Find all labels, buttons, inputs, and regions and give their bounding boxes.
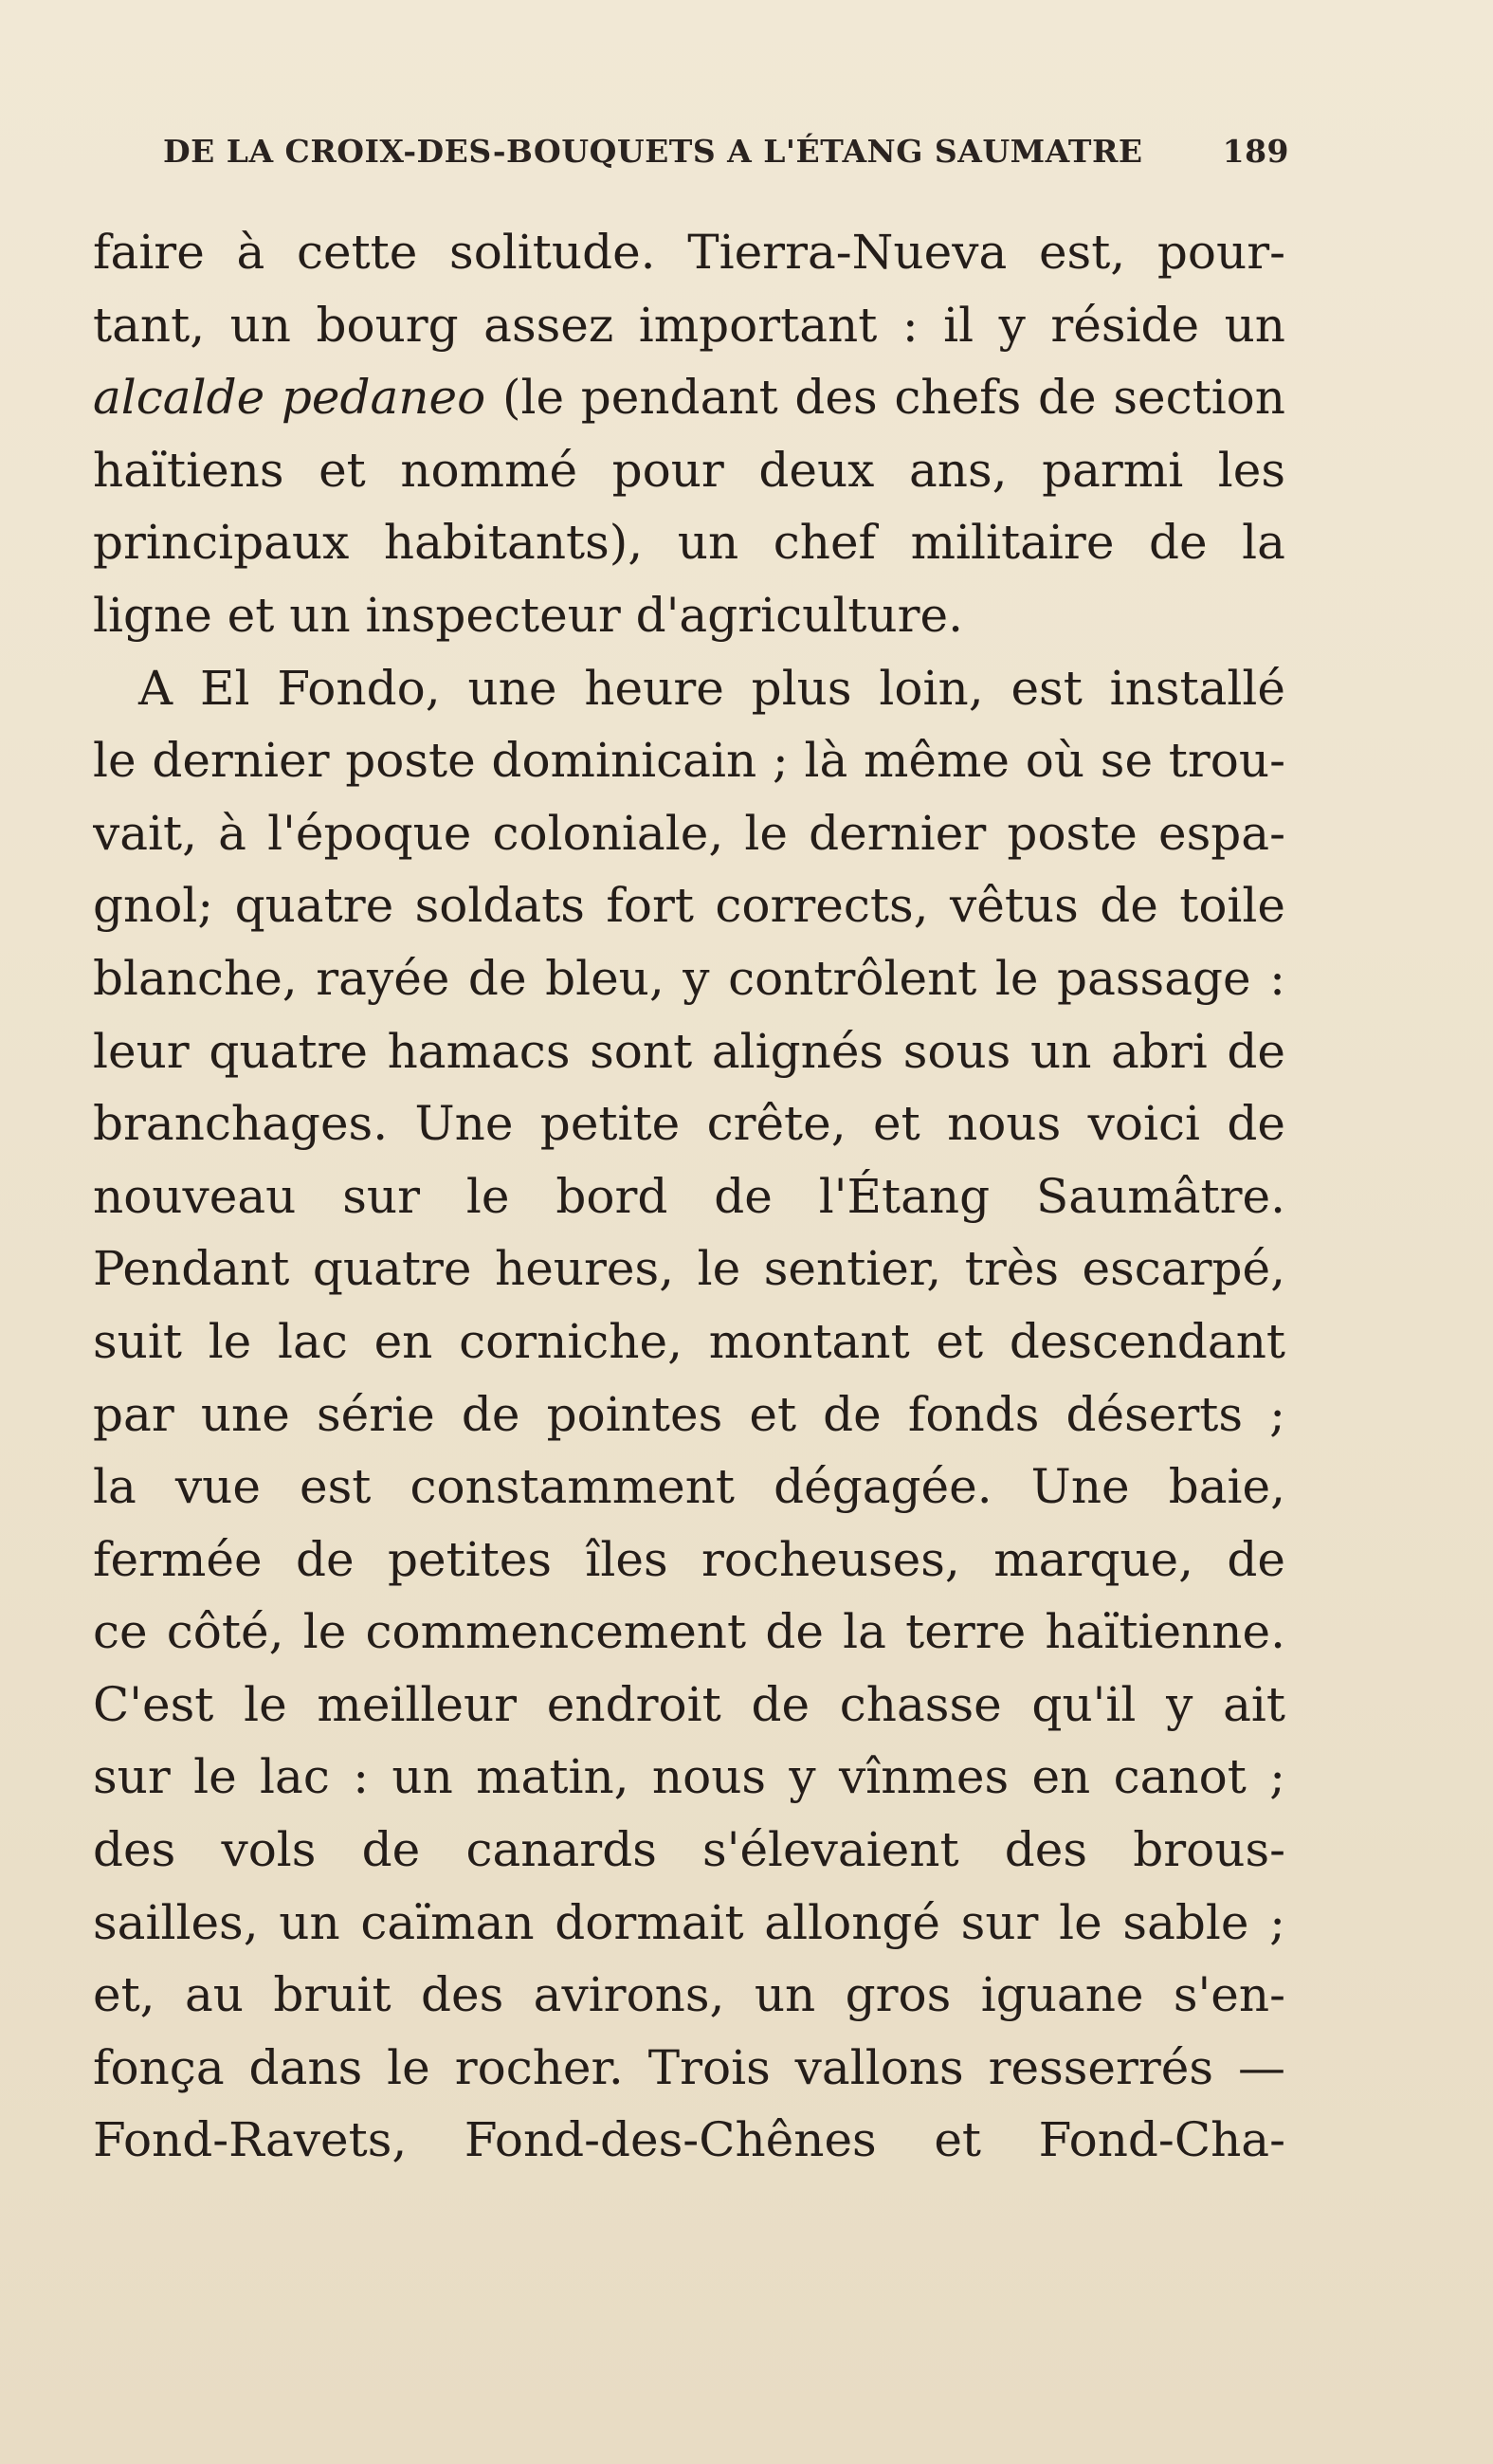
text-line: vait, à l'époque coloniale, le dernier poste espa- [93, 805, 1285, 861]
text-line: ligne et un inspecteur d'agriculture. [93, 587, 964, 643]
body-text [93, 216, 1285, 2177]
text-line: la vue est constamment dégagée. Une baie, [93, 1459, 1285, 1515]
text-line: Fond-Ravets, Fond-des-Chênes et Fond-Cha- [93, 2112, 1285, 2168]
text-line: sur le lac : un matin, nous y vînmes en canot ; [93, 1749, 1285, 1805]
text-line [93, 361, 1285, 434]
page-number: 189 [1222, 133, 1289, 170]
text-line: principaux habitants), un chef militaire de la [93, 515, 1285, 571]
text-span: (le pendant des chefs de section [501, 370, 1285, 426]
text-line: fermée de petites îles rocheuses, marque, de [93, 1531, 1285, 1587]
text-line: fonça dans le rocher. Trois vallons resserrés — [93, 2039, 1285, 2095]
text-line: suit le lac en corniche, montant et descendant [93, 1313, 1285, 1369]
running-head [163, 133, 1289, 180]
text-line: Pendant quatre heures, le sentier, très escarpé, [93, 1241, 1285, 1297]
text-line: blanche, rayée de bleu, y contrôlent le passage : [93, 950, 1285, 1006]
text-line: sailles, un caïman dormait allongé sur le sable ; [93, 1894, 1285, 1950]
text-line: C'est le meilleur endroit de chasse qu'il y ait [93, 1676, 1285, 1732]
text-line: leur quatre hamacs sont alignés sous un abri de [93, 1023, 1285, 1079]
text-line: des vols de canards s'élevaient des brous- [93, 1822, 1285, 1878]
text-line: et, au bruit des avirons, un gros iguane s'en- [93, 1967, 1285, 2023]
text-line: ce côté, le commencement de la terre haïtienne. [93, 1604, 1285, 1660]
text-line: par une série de pointes et de fonds déserts ; [93, 1386, 1285, 1442]
text-line: nouveau sur le bord de l'Étang Saumâtre. [93, 1168, 1285, 1224]
text-line: branchages. Une petite crête, et nous voici de [93, 1096, 1285, 1152]
text-line: gnol; quatre soldats fort corrects, vêtus de toile [93, 878, 1285, 934]
running-head-title: DE LA CROIX-DES-BOUQUETS A L'ÉTANG SAUMATRE [163, 133, 1143, 170]
text-line: faire à cette solitude. Tierra-Nueva est, pour- [93, 225, 1285, 280]
text-line: tant, un bourg assez important : il y réside un [93, 297, 1285, 353]
text-line: le dernier poste dominicain ; là même où se trou- [93, 733, 1285, 789]
text-line: haïtiens et nommé pour deux ans, parmi les [93, 442, 1285, 498]
text-line: A El Fondo, une heure plus loin, est installé [138, 660, 1285, 716]
italic-term: alcalde pedaneo [93, 370, 486, 426]
